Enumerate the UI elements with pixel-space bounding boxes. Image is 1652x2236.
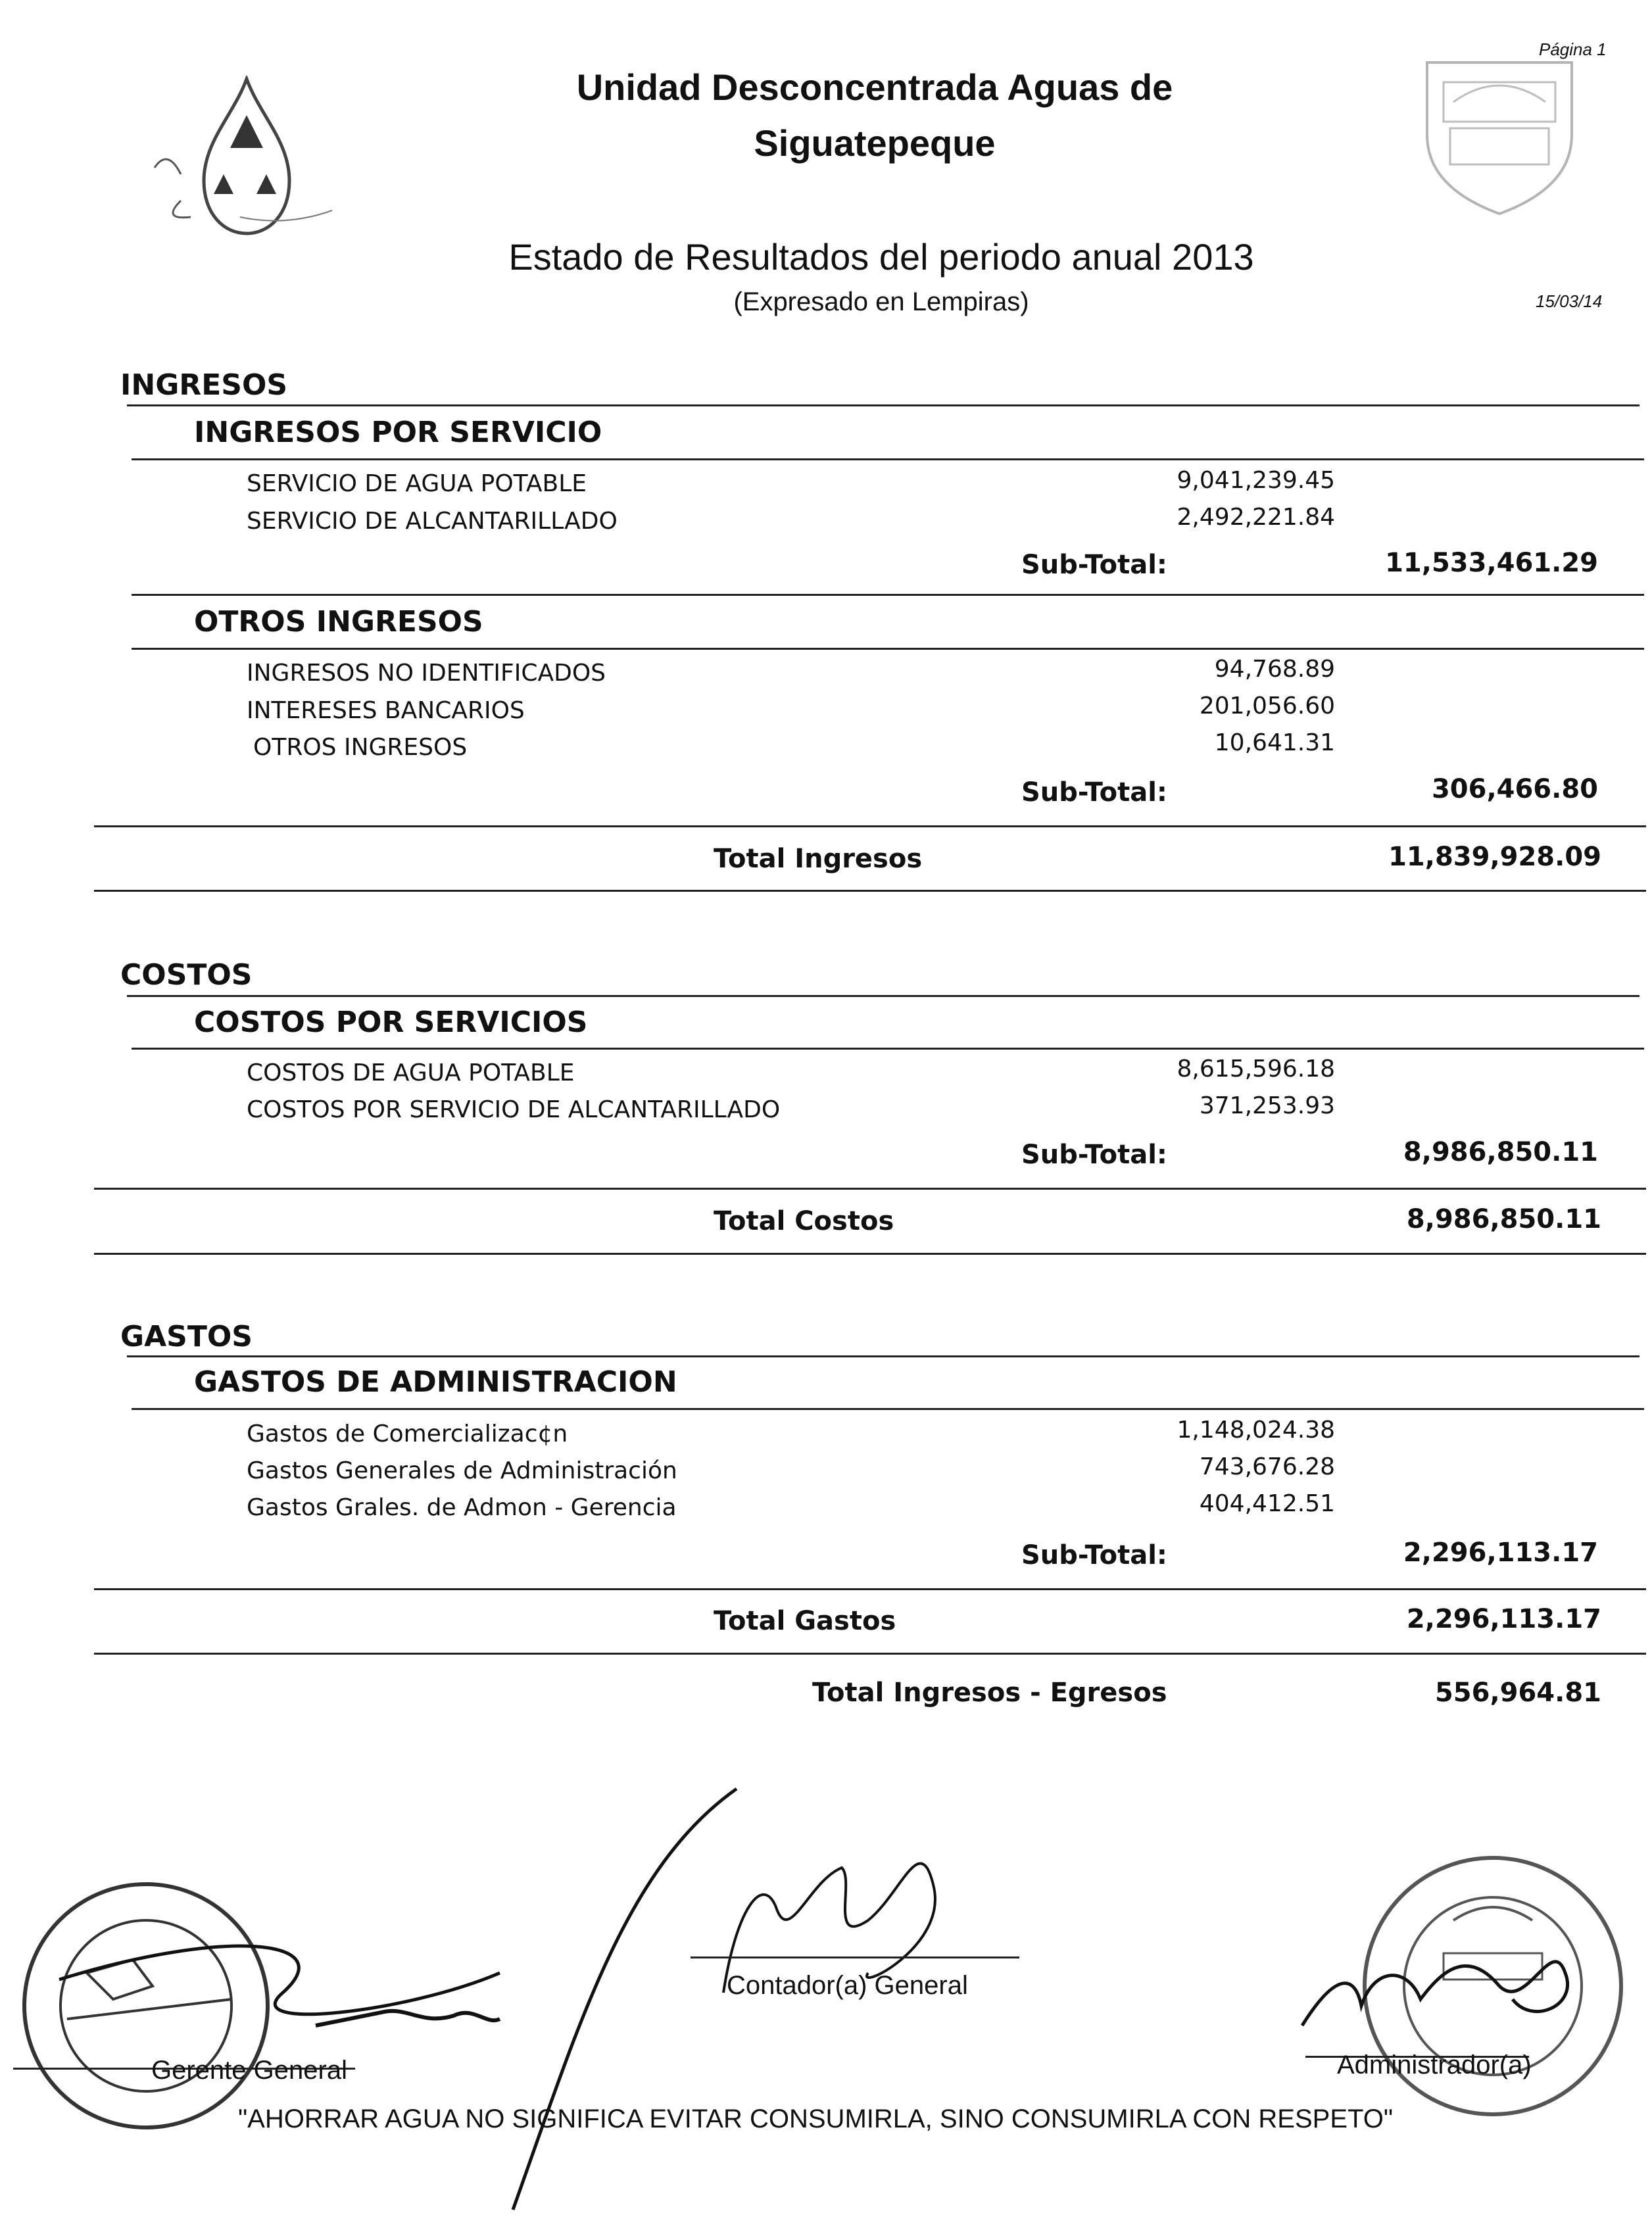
section-heading-gastos: GASTOS xyxy=(120,1320,253,1353)
divider xyxy=(132,1408,1644,1410)
subtotal-amount: 2,296,113.17 xyxy=(1403,1538,1598,1568)
line-item-amount: 201,056.60 xyxy=(1199,693,1335,719)
statement-title: Estado de Resultados del periodo anual 2013 xyxy=(508,236,1254,278)
total-amount: 11,839,928.09 xyxy=(1388,842,1601,872)
line-item-amount: 743,676.28 xyxy=(1199,1453,1335,1480)
currency-note: (Expresado en Lempiras) xyxy=(733,287,1029,316)
organization-title-line2: Siguatepeque xyxy=(754,122,996,164)
divider xyxy=(132,458,1644,460)
divider xyxy=(94,1653,1646,1655)
subtotal-amount: 306,466.80 xyxy=(1431,774,1598,804)
line-item-label: SERVICIO DE ALCANTARILLADO xyxy=(247,508,618,535)
divider xyxy=(132,1048,1644,1050)
line-item-amount: 94,768.89 xyxy=(1214,656,1335,683)
subtotal-amount: 8,986,850.11 xyxy=(1403,1137,1598,1167)
line-item-amount: 9,041,239.45 xyxy=(1177,467,1335,494)
line-item-label: Gastos Generales de Administración xyxy=(247,1457,677,1484)
subsection-heading-costos-por-servicios: COSTOS POR SERVICIOS xyxy=(194,1006,588,1039)
line-item-amount: 10,641.31 xyxy=(1214,729,1335,756)
signature-label-contador: Contador(a) General xyxy=(727,1971,968,2000)
divider xyxy=(94,890,1646,892)
line-item-label: OTROS INGRESOS xyxy=(253,734,468,761)
divider xyxy=(132,648,1644,650)
line-item-amount: 371,253.93 xyxy=(1199,1092,1335,1119)
line-item-label: INGRESOS NO IDENTIFICADOS xyxy=(247,660,606,687)
total-label: Total Gastos xyxy=(714,1606,896,1636)
total-label: Total Ingresos xyxy=(714,844,923,874)
signature-label-administrador: Administrador(a) xyxy=(1337,2051,1532,2079)
subsection-heading-otros-ingresos: OTROS INGRESOS xyxy=(194,605,483,639)
line-item-label: Gastos de Comercializac¢n xyxy=(247,1421,568,1447)
line-item-amount: 404,412.51 xyxy=(1199,1490,1335,1517)
divider xyxy=(94,825,1646,827)
divider xyxy=(127,995,1640,997)
total-label: Total Costos xyxy=(714,1206,894,1236)
divider xyxy=(94,1188,1646,1190)
divider xyxy=(94,1588,1646,1590)
subsection-heading-gastos-de-administracion: GASTOS DE ADMINISTRACION xyxy=(194,1365,677,1399)
subtotal-amount: 11,533,461.29 xyxy=(1385,548,1598,578)
total-amount: 2,296,113.17 xyxy=(1406,1604,1601,1634)
divider xyxy=(94,1253,1646,1255)
divider xyxy=(127,1355,1640,1357)
line-item-label: COSTOS DE AGUA POTABLE xyxy=(247,1059,575,1086)
signature-line-contador xyxy=(691,1956,1019,1958)
page-number: Página 1 xyxy=(1539,39,1607,59)
line-item-label: Gastos Grales. de Admon - Gerencia xyxy=(247,1494,677,1521)
line-item-amount: 1,148,024.38 xyxy=(1177,1417,1335,1444)
subtotal-label: Sub-Total: xyxy=(1021,777,1167,808)
subtotal-label: Sub-Total: xyxy=(1021,1540,1167,1570)
line-item-label: SERVICIO DE AGUA POTABLE xyxy=(247,470,587,497)
section-heading-costos: COSTOS xyxy=(120,958,253,992)
line-item-label: INTERESES BANCARIOS xyxy=(247,697,525,724)
subtotal-label: Sub-Total: xyxy=(1021,1140,1167,1170)
section-heading-ingresos: INGRESOS xyxy=(120,368,288,402)
water-drop-logo xyxy=(141,76,352,247)
footer-motto: "AHORRAR AGUA NO SIGNIFICA EVITAR CONSUMIRLA, SINO CONSUMIRLA CON RESPETO" xyxy=(237,2104,1394,2133)
line-item-amount: 8,615,596.18 xyxy=(1177,1056,1335,1082)
total-amount: 8,986,850.11 xyxy=(1406,1204,1601,1234)
subtotal-label: Sub-Total: xyxy=(1021,550,1167,580)
subsection-heading-ingresos-por-servicio: INGRESOS POR SERVICIO xyxy=(194,416,602,449)
organization-title-line1: Unidad Desconcentrada Aguas de xyxy=(576,66,1173,108)
statement-date: 15/03/14 xyxy=(1536,291,1603,311)
municipal-crest-watermark xyxy=(1414,49,1585,220)
signature-label-gerente: Gerente General xyxy=(151,2056,347,2085)
net-result-amount: 556,964.81 xyxy=(1434,1678,1601,1708)
divider xyxy=(127,404,1640,406)
line-item-amount: 2,492,221.84 xyxy=(1177,504,1335,531)
divider xyxy=(132,594,1644,596)
net-result-label: Total Ingresos - Egresos xyxy=(812,1678,1167,1708)
line-item-label: COSTOS POR SERVICIO DE ALCANTARILLADO xyxy=(247,1096,781,1123)
handwritten-signatures xyxy=(0,1776,1652,2236)
